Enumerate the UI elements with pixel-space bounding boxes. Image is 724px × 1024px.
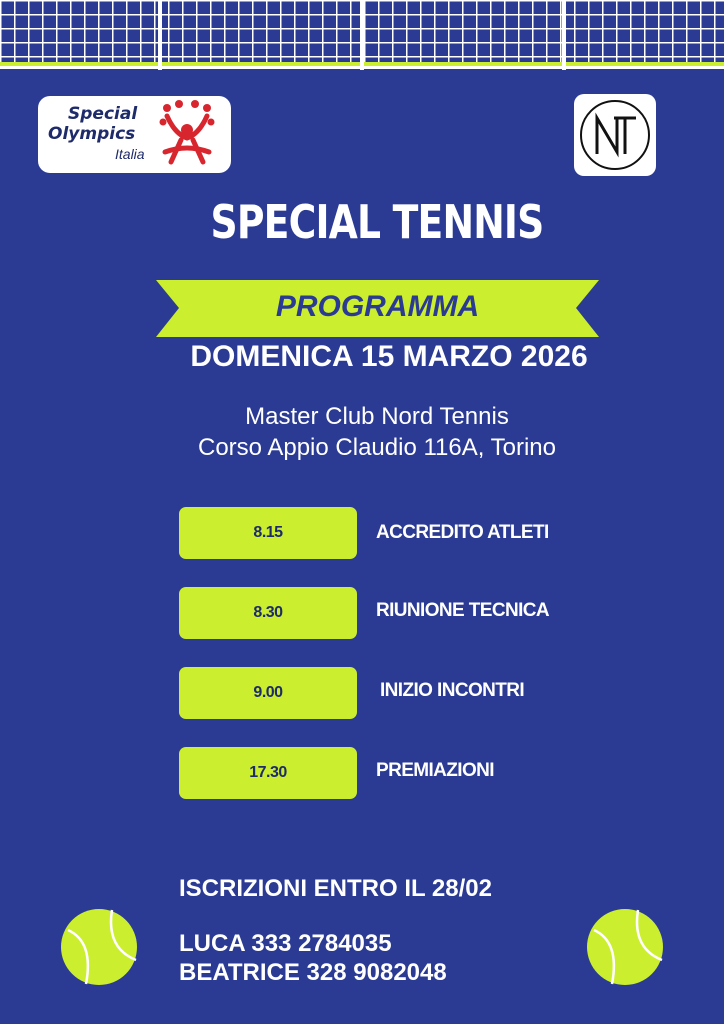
schedule-time: 9.00 [253, 684, 283, 701]
schedule-time-pill [179, 507, 357, 559]
schedule-activity: INIZIO INCONTRI [380, 680, 525, 701]
schedule-activity: RIUNIONE TECNICA [376, 600, 550, 621]
special-olympics-logo [38, 96, 231, 173]
contact-line: LUCA 333 2784035 [179, 930, 392, 957]
tennis-net-decoration [0, 0, 724, 70]
event-date: DOMENICA 15 MARZO 2026 [190, 340, 588, 373]
logo-text-special: Special [68, 104, 138, 124]
page-title: SPECIAL TENNIS [210, 195, 544, 249]
venue-name: Master Club Nord Tennis [245, 403, 509, 430]
venue-address: Corso Appio Claudio 116A, Torino [197, 434, 556, 461]
schedule-time: 8.15 [253, 524, 283, 541]
special-olympics-emblem-icon [157, 100, 217, 168]
schedule-activity: ACCREDITO ATLETI [376, 522, 549, 543]
schedule-time-pill [179, 667, 357, 719]
schedule-time: 8.30 [253, 604, 283, 621]
nt-monogram-icon [574, 94, 656, 176]
schedule-activity: PREMIAZIONI [376, 760, 494, 781]
tennis-ball-icon [60, 908, 138, 986]
club-monogram-logo [574, 94, 656, 176]
contact-line: BEATRICE 328 9082048 [179, 959, 447, 986]
logo-text-olympics: Olympics [48, 124, 136, 144]
schedule-time-pill [179, 587, 357, 639]
program-banner-label: PROGRAMMA [275, 290, 480, 323]
tennis-ball-icon [586, 908, 664, 986]
registration-deadline: ISCRIZIONI ENTRO IL 28/02 [179, 875, 492, 902]
logo-text-italia: Italia [115, 146, 145, 162]
schedule-time-pill [179, 747, 357, 799]
schedule-time: 17.30 [249, 764, 287, 781]
